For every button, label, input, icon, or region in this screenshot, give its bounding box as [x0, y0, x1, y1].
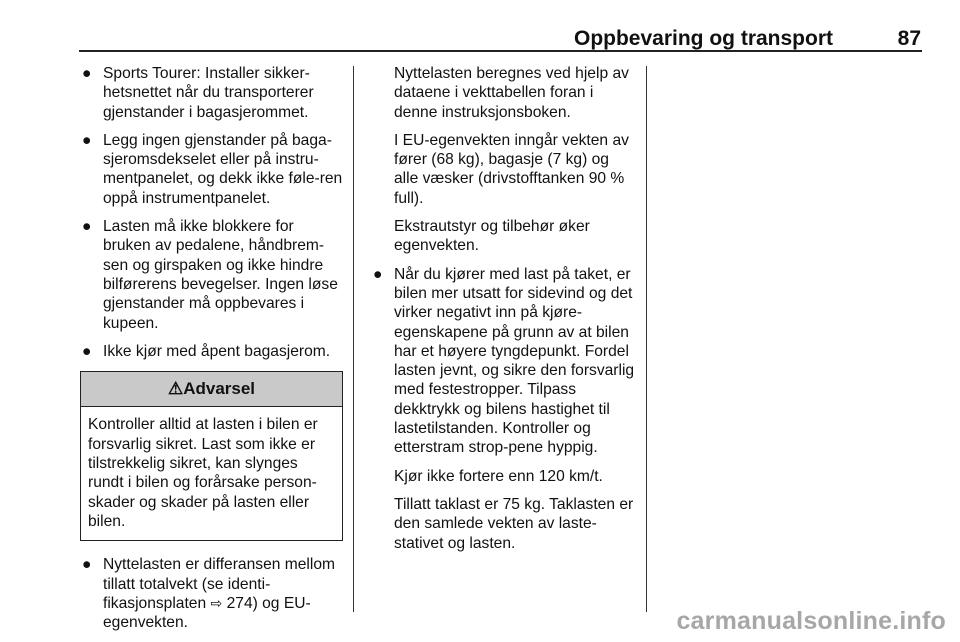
watermark: carmanualsonline.info	[676, 607, 946, 635]
warning-header	[81, 372, 342, 407]
bullet-icon: ●	[82, 65, 92, 82]
list-item	[80, 131, 343, 208]
list-item-text: Sports Tourer: Installer sikker-hetsnettet når du transporterer gjenstander i bagasjerommet.	[103, 65, 314, 121]
list-item-text: Lasten må ikke blokkere for bruken av pedalene, håndbrem-sen og girspaken og ikke hindre bilførerens bevegelser. Ingen løse gjenstander må oppbevares i kupeen.	[103, 218, 338, 332]
header-rule	[79, 50, 922, 52]
list-item-text-part: Nyttelasten er differansen mellom tillatt totalvekt (se identi-fikasjonsplaten	[103, 556, 335, 612]
page-reference-arrow-icon: ⇨	[210, 594, 223, 611]
list-item	[80, 217, 343, 333]
bullet-icon: ●	[373, 265, 383, 283]
paragraph: Nyttelasten beregnes ved hjelp av dataene i vekttabellen foran i denne instruksjonsboken.	[394, 65, 629, 121]
middle-column	[371, 64, 636, 562]
page-header-title: Oppbevaring og transport	[573, 27, 833, 50]
list-item-text: Ikke kjør med åpent bagasjerom.	[103, 342, 331, 360]
list-item	[80, 64, 343, 122]
bullet-icon: ●	[82, 131, 92, 149]
warning-text: Kontroller alltid at lasten i bilen er forsvarlig sikret. Last som ikke er tilstrekkelig sikret, kan slynges rundt i bilen og forårsake person-skader og skader på lasten eller bilen.	[88, 416, 318, 530]
list-item	[80, 555, 343, 632]
paragraph: Tillatt taklast er 75 kg. Taklasten er den samlede vekten av laste-stativet og lasten.	[394, 495, 634, 552]
list-item-text: Når du kjører med last på taket, er bilen mer utsatt for sidevind og det virker negativt inn på kjøre-egenskapene på grunn av at bilen har et høyere tyngdepunkt. Fordel lasten jevnt, og sikre den forsvarlig med festestropper. Tilpass dekktrykk og bilens hastighet til lastetilstanden. Kontroller og etterstram strop-pene hyppig.	[394, 265, 635, 457]
paragraph: Ekstrautstyr og tilbehør øker egenvekten.	[394, 218, 590, 255]
bullet-icon: ●	[82, 218, 92, 236]
left-column	[80, 64, 343, 641]
bullet-icon: ●	[82, 342, 92, 360]
list-item	[371, 265, 636, 458]
paragraph: Kjør ikke fortere enn 120 km/t.	[394, 467, 603, 485]
warning-icon: ⚠	[167, 379, 184, 399]
list-item-text	[103, 555, 343, 632]
page-number: 87	[897, 27, 921, 50]
warning-box	[80, 371, 343, 541]
list-item-text: Legg ingen gjenstander på baga-sjeromsdekselet eller på instru-mentpanelet, og dekk ikke føle-ren oppå instrumentpanelet.	[103, 131, 343, 207]
warning-title: Advarsel	[183, 379, 256, 399]
column-divider	[646, 66, 647, 612]
column-divider	[353, 66, 354, 612]
paragraph: I EU-egenvekten inngår vekten av fører (68 kg), bagasje (7 kg) og alle væsker (drivstofftanken 90 % full).	[394, 131, 629, 207]
bullet-icon: ●	[82, 556, 92, 574]
list-item-text-part: 274) og EU-egenvekten.	[103, 594, 311, 632]
list-item	[80, 342, 343, 361]
